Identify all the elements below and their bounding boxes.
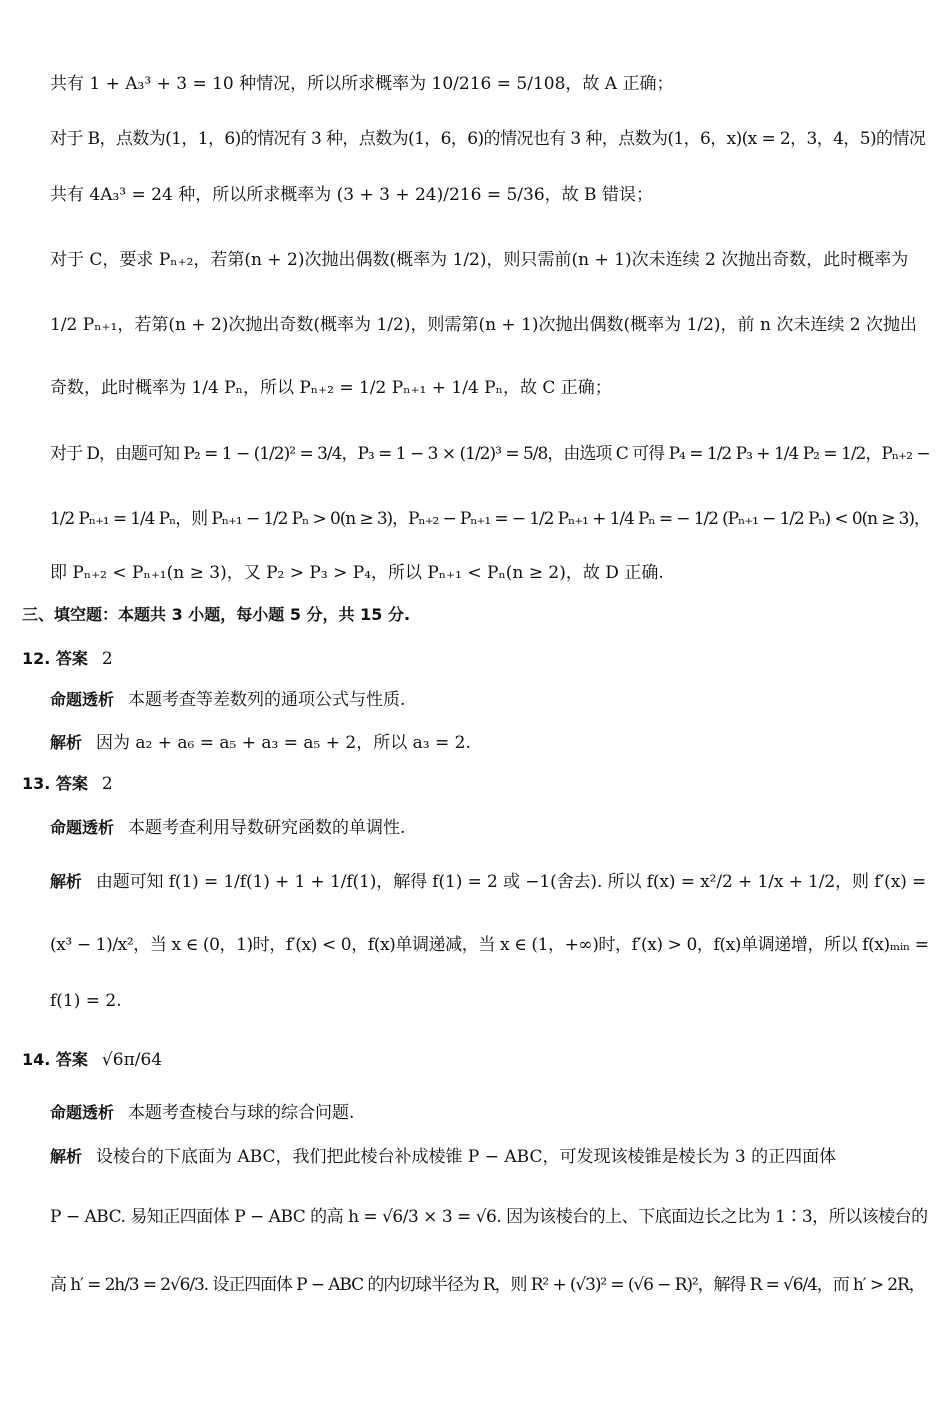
section-heading: 三、填空题：本题共 3 小题，每小题 5 分，共 15 分. <box>22 605 411 624</box>
q12-header <box>22 648 113 670</box>
option-c-line-3: 奇数，此时概率为 1/4 Pₙ，所以 Pₙ₊₂ = 1/2 Pₙ₊₁ + 1/4 Pₙ，故 C 正确； <box>50 378 612 398</box>
option-d-line-3: 即 Pₙ₊₂ < Pₙ₊₁(n ≥ 3)，又 P₂ > P₃ > P₄，所以 Pₙ₊₁ < Pₙ(n ≥ 2)，故 D 正确. <box>50 563 664 583</box>
q14-solution-line-1 <box>50 1146 836 1168</box>
q14-analysis-text: 本题考查棱台与球的综合问题. <box>128 1103 355 1123</box>
option-b-line-2: 共有 4A₃³ = 24 种，所以所求概率为 (3 + 3 + 24)/216 = 5/36，故 B 错误； <box>50 185 653 205</box>
q14-solution-line-3: 高 h′ = 2h/3 = 2√6/3. 设正四面体 P − ABC 的内切球半径为 R，则 R² + (√3)² = (√6 − R)²，解得 R = √6/4，而 h′ > 2R， <box>50 1275 925 1295</box>
q14-answer-label: 14. 答案 <box>22 1050 88 1069</box>
q13-answer: 2 <box>101 774 113 794</box>
option-d-line-2: 1/2 Pₙ₊₁ = 1/4 Pₙ，则 Pₙ₊₁ − 1/2 Pₙ > 0(n ≥ 3)，Pₙ₊₂ − Pₙ₊₁ = − 1/2 Pₙ₊₁ + 1/4 Pₙ = − 1/2 (Pₙ₊₁ − 1/2 Pₙ) < 0(n ≥ 3)， <box>50 509 930 529</box>
q14-solution-text-1: 设棱台的下底面为 ABC，我们把此棱台补成棱锥 P − ABC，可发现该棱锥是棱长为 3 的正四面体 <box>96 1147 837 1167</box>
q13-analysis-label: 命题透析 <box>50 818 115 837</box>
q13-analysis <box>50 817 405 839</box>
q13-solution-line-3: f(1) = 2. <box>50 991 122 1011</box>
q12-answer-label: 12. 答案 <box>22 649 88 668</box>
option-c-line-2: 1/2 Pₙ₊₁，若第(n + 2)次抛出奇数(概率为 1/2)，则需第(n + 1)次抛出偶数(概率为 1/2)，前 n 次未连续 2 次抛出 <box>50 315 917 335</box>
option-c-line-1: 对于 C，要求 Pₙ₊₂，若第(n + 2)次抛出偶数(概率为 1/2)，则只需前(n + 1)次未连续 2 次抛出奇数，此时概率为 <box>50 250 909 270</box>
option-a-conclusion: 共有 1 + A₃³ + 3 = 10 种情况，所以所求概率为 10/216 = 5/108，故 A 正确； <box>50 74 674 94</box>
q13-answer-label: 13. 答案 <box>22 774 88 793</box>
q13-header <box>22 773 113 795</box>
q12-solution-text: 因为 a₂ + a₆ = a₅ + a₃ = a₅ + 2，所以 a₃ = 2. <box>96 733 471 753</box>
q13-solution-label: 解析 <box>50 872 82 891</box>
q14-header <box>22 1049 162 1071</box>
q12-analysis <box>50 689 405 711</box>
q13-solution-line-2: (x³ − 1)/x²，当 x ∈ (0，1)时，f′(x) < 0，f(x)单调递减，当 x ∈ (1，+∞)时，f′(x) > 0，f(x)单调递增，所以 f(x)ₘᵢₙ = <box>50 935 929 955</box>
q12-solution <box>50 732 471 754</box>
q14-analysis <box>50 1102 354 1124</box>
option-b-line-1: 对于 B，点数为(1，1，6)的情况有 3 种，点数为(1，6，6)的情况也有 3 种，点数为(1，6，x)(x = 2，3，4，5)的情况 <box>50 129 926 149</box>
option-d-line-1: 对于 D，由题可知 P₂ = 1 − (1/2)² = 3/4，P₃ = 1 − 3 × (1/2)³ = 5/8，由选项 C 可得 P₄ = 1/2 P₃ + 1/4 P₂ = 1/2，Pₙ₊₂ − <box>50 444 930 464</box>
q12-answer: 2 <box>101 649 113 669</box>
q13-solution-text-1: 由题可知 f(1) = 1/f(1) + 1 + 1/f(1)，解得 f(1) = 2 或 −1(舍去). 所以 f(x) = x²/2 + 1/x + 1/2，则 f′(x) = <box>95 872 927 892</box>
q14-solution-label: 解析 <box>50 1147 83 1166</box>
q13-analysis-text: 本题考查利用导数研究函数的单调性. <box>128 818 406 838</box>
q12-solution-label: 解析 <box>50 733 83 752</box>
q14-answer: √6π/64 <box>101 1050 163 1070</box>
q14-analysis-label: 命题透析 <box>50 1103 115 1122</box>
q12-analysis-label: 命题透析 <box>50 690 115 709</box>
q12-analysis-text: 本题考查等差数列的通项公式与性质. <box>128 690 406 710</box>
q13-solution-line-1 <box>50 871 926 893</box>
q14-solution-line-2: P − ABC. 易知正四面体 P − ABC 的高 h = √6/3 × 3 = √6. 因为该棱台的上、下底面边长之比为 1∶3，所以该棱台的 <box>50 1207 928 1227</box>
